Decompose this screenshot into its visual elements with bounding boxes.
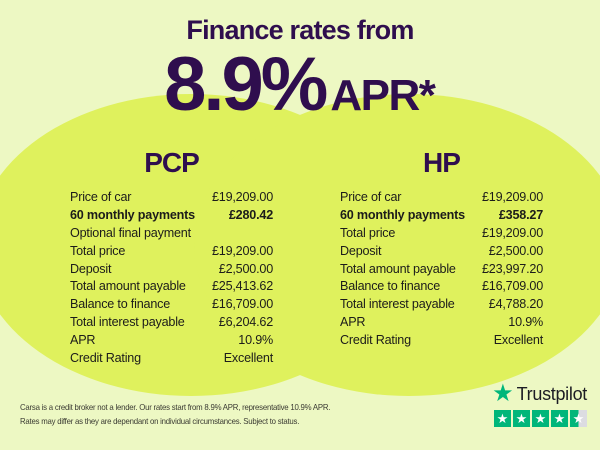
finance-table-row [340, 260, 543, 278]
disclaimer-text [20, 401, 330, 428]
finance-table-row [340, 331, 543, 349]
row-value: £19,209.00 [211, 189, 273, 204]
star-icon: ★ [496, 411, 509, 426]
finance-table-row [70, 295, 273, 313]
rate-value: 8.9% [164, 42, 326, 127]
row-label: Balance to finance [70, 297, 171, 312]
row-value: 10.9% [238, 333, 273, 348]
finance-table-row [70, 349, 273, 367]
hp-header: HP [423, 147, 460, 178]
trustpilot-star-icon: ★ [492, 380, 514, 407]
row-label: 60 monthly payments [340, 207, 465, 222]
row-label: APR [70, 333, 96, 348]
row-value: £19,209.00 [481, 189, 543, 204]
row-value: £16,709.00 [481, 279, 543, 294]
finance-table-row [340, 242, 543, 260]
row-label: Total amount payable [340, 261, 456, 276]
star-icon: ★ [572, 411, 585, 426]
trustpilot-logo [492, 380, 587, 407]
finance-table-row [340, 188, 543, 206]
star-icon: ★ [534, 411, 547, 426]
finance-table-row [70, 242, 273, 260]
row-value: £2,500.00 [488, 243, 543, 258]
finance-table-row [70, 188, 273, 206]
row-label: Total amount payable [70, 279, 186, 294]
rating-star-box [494, 410, 511, 427]
hp-rows [340, 188, 543, 349]
row-label: APR [340, 315, 366, 330]
hp-finance-table [340, 148, 543, 349]
disclaimer-line-1: Carsa is a credit broker not a lender. Our rates start from 8.9% APR, representative 10.9% APR. [20, 402, 331, 412]
row-label: Balance to finance [340, 279, 441, 294]
row-value: Excellent [223, 350, 273, 365]
trustpilot-rating-stars [492, 410, 587, 427]
row-value: £358.27 [498, 207, 543, 222]
rating-star-box [570, 410, 587, 427]
finance-table-row [70, 313, 273, 331]
finance-table-row [70, 277, 273, 295]
pcp-finance-table [70, 148, 273, 367]
row-label: Deposit [340, 243, 382, 258]
row-value: £6,204.62 [218, 315, 273, 330]
row-label: Credit Rating [340, 333, 411, 348]
trustpilot-wordmark: Trustpilot [516, 383, 587, 404]
finance-table-row [340, 224, 543, 242]
row-label: Price of car [70, 189, 132, 204]
finance-table-row [340, 295, 543, 313]
row-value: £19,209.00 [211, 243, 273, 258]
star-icon: ★ [553, 411, 566, 426]
rate-unit: APR [330, 71, 419, 120]
trustpilot-badge [492, 380, 587, 427]
row-label: Deposit [70, 261, 112, 276]
row-value: £2,500.00 [218, 261, 273, 276]
finance-table-row [340, 206, 543, 224]
row-value: £19,209.00 [481, 225, 543, 240]
row-value: Excellent [493, 333, 543, 348]
row-value: £23,997.20 [481, 261, 543, 276]
row-label: Total interest payable [70, 315, 185, 330]
row-label: Total interest payable [340, 297, 455, 312]
row-value: £4,788.20 [488, 297, 543, 312]
finance-table-row [70, 331, 273, 349]
row-value: 10.9% [508, 315, 543, 330]
row-label: Total price [340, 225, 396, 240]
row-value: £280.42 [228, 207, 273, 222]
rating-star-box [513, 410, 530, 427]
row-label: Credit Rating [70, 350, 141, 365]
finance-table-row [70, 224, 273, 242]
finance-table-row [340, 313, 543, 331]
row-value: £16,709.00 [211, 297, 273, 312]
finance-table-row [70, 260, 273, 278]
rating-star-box [532, 410, 549, 427]
row-label: Optional final payment [70, 225, 191, 240]
banner-title: Finance rates from [186, 15, 414, 45]
pcp-rows [70, 188, 273, 367]
row-label: 60 monthly payments [70, 207, 195, 222]
disclaimer-line-2: Rates may differ as they are dependant on individual circumstances. Subject to status. [20, 415, 300, 426]
row-label: Price of car [340, 189, 402, 204]
finance-table-row [340, 277, 543, 295]
row-value: £25,413.62 [211, 279, 273, 294]
star-icon: ★ [515, 411, 528, 426]
footnote-asterisk: * [418, 71, 436, 120]
row-label: Total price [70, 243, 126, 258]
headline-rate [0, 42, 600, 127]
pcp-header: PCP [144, 147, 199, 178]
finance-table-row [70, 206, 273, 224]
rating-star-box [551, 410, 568, 427]
